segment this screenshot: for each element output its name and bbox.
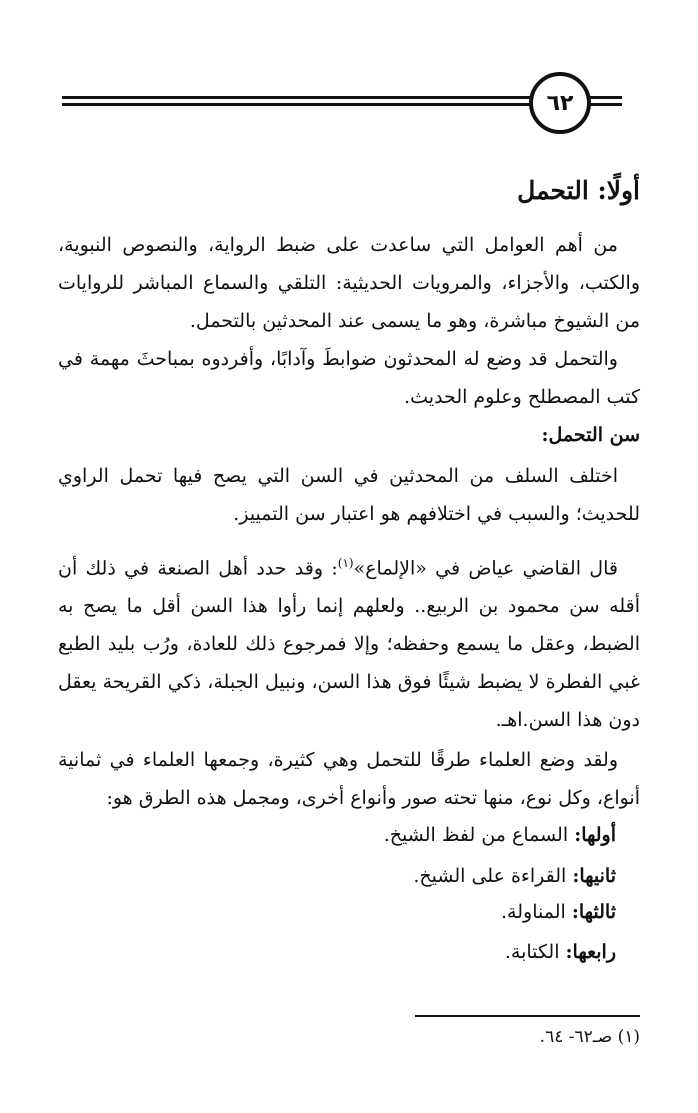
method-text: القراءة على الشيخ. <box>413 865 567 887</box>
paragraph-1: من أهم العوامل التي ساعدت على ضبط الرواية، والنصوص النبوية، والكتب، والأجزاء، والمرويات الحديثية: التلقي والسماع المباشر للروايات من الشيوخ مباشرة، وهو ما يسمى عند المحدثين بالتحمل. <box>58 234 640 332</box>
method-text: الكتابة. <box>504 941 560 963</box>
method-text: السماع من لفظ الشيخ. <box>383 824 569 846</box>
paragraph-3: اختلف السلف من المحدثين في السن التي يصح فيها تحمل الراوي للحديث؛ والسبب في اختلافهم هو اعتبار سن التمييز. <box>58 465 640 525</box>
method-item <box>384 818 616 852</box>
method-label: رابعها: <box>565 941 616 963</box>
paragraph-2: والتحمل قد وضع له المحدثون ضوابطَ وآدابًا، وأفردوه بمباحثَ مهمة في كتب المصطلح وعلوم الحديث. <box>58 348 640 408</box>
paragraph-4 <box>58 544 640 739</box>
paragraph-4-rest: : وقد حدد أهل الصنعة في ذلك أن أقله سن محمود بن الربيع.. ولعلهم إنما رأوا هذا السن أقل ما يصح به الضبط، وعقل ما يسمع وحفظه؛ وإلا فمرجوع ذلك للعادة، ورُب بليد الطبع غبي الفطرة لا يضبط شيئًا فوق هذا السن، ونبيل الجبلة، ذكي القريحة يعقل دون هذا السن.اهـ. <box>58 557 640 732</box>
paragraph-4-prefix: قال القاضي عياض في «الإلماع» <box>353 557 618 580</box>
footnote-divider <box>415 1015 640 1017</box>
method-label: ثانيها: <box>572 865 616 887</box>
page-number: ٦٢ <box>529 72 591 134</box>
section-title: أولًا: التحمل <box>517 176 640 205</box>
footnote: (١) صـ٦٢- ٦٤. <box>539 1027 640 1047</box>
method-text: المناولة. <box>501 901 566 923</box>
subheading-age: سن التحمل: <box>541 424 640 446</box>
method-label: أولها: <box>574 824 616 846</box>
method-item <box>413 859 616 893</box>
paragraph-5: ولقد وضع العلماء طرقًا للتحمل وهي كثيرة، وجمعها العلماء في ثمانية أنواع، وكل نوع، منها تحته صور وأنواع أخرى، ومجمل هذه الطرق هو: <box>58 749 640 809</box>
method-item <box>501 895 616 929</box>
method-label: ثالثها: <box>571 901 616 923</box>
method-item <box>505 935 616 969</box>
footnote-marker: (١) <box>337 556 354 570</box>
